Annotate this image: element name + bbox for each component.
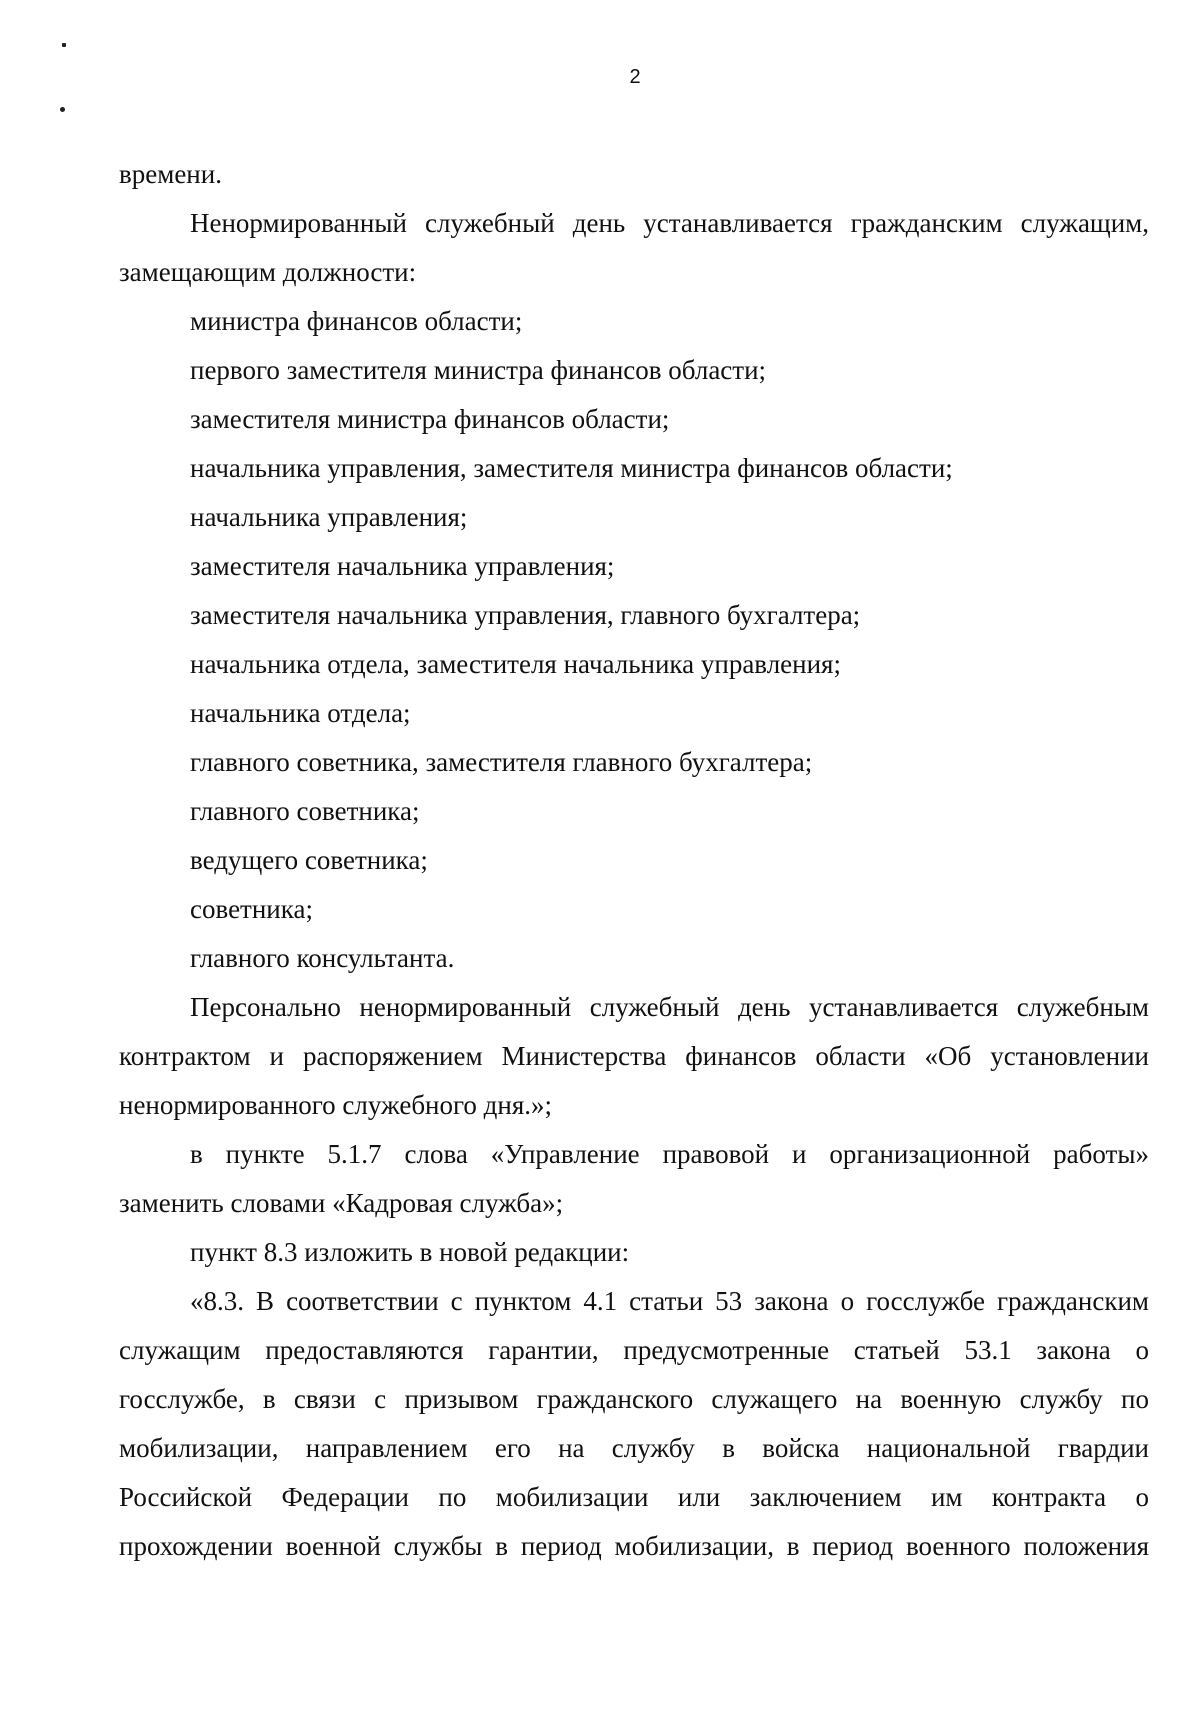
list-item: заместителя начальника управления, главного бухгалтера; xyxy=(190,600,861,630)
text-line: Ненормированный служебный день устанавливается гражданским служащим, xyxy=(190,208,1149,238)
list-item: начальника управления, заместителя министра финансов области; xyxy=(190,453,953,483)
text-line: служащим предоставляются гарантии, предусмотренные статьей 53.1 закона о xyxy=(119,1335,1149,1365)
text-line: Персонально ненормированный служебный день устанавливается служебным xyxy=(190,992,1149,1022)
scan-artifact-dot xyxy=(62,43,66,47)
text-line: «8.3. В соответствии с пунктом 4.1 статьи 53 закона о госслужбе гражданским xyxy=(190,1286,1149,1316)
text-line: прохождении военной службы в период мобилизации, в период военного положения xyxy=(119,1531,1149,1561)
text-line: госслужбе, в связи с призывом гражданского служащего на военную службу по xyxy=(119,1384,1149,1414)
text-line: в пункте 5.1.7 слова «Управление правовой и организационной работы» xyxy=(190,1139,1149,1169)
list-item: советника; xyxy=(190,894,313,924)
scan-artifact-dot xyxy=(60,107,65,112)
list-item: министра финансов области; xyxy=(190,306,523,336)
text-line: пункт 8.3 изложить в новой редакции: xyxy=(190,1237,630,1267)
list-item: главного советника; xyxy=(190,796,420,826)
list-item: главного консультанта. xyxy=(190,943,455,973)
text-line: замещающим должности: xyxy=(119,257,417,287)
text-line: контрактом и распоряжением Министерства финансов области «Об установлении xyxy=(119,1041,1149,1071)
list-item: начальника управления; xyxy=(190,502,468,532)
page-number: 2 xyxy=(629,66,641,88)
list-item: заместителя начальника управления; xyxy=(190,551,615,581)
list-item: заместителя министра финансов области; xyxy=(190,404,670,434)
text-line: времени. xyxy=(119,159,222,189)
list-item: главного советника, заместителя главного бухгалтера; xyxy=(190,747,813,777)
list-item: ведущего советника; xyxy=(190,845,428,875)
list-item: первого заместителя министра финансов области; xyxy=(190,355,767,385)
list-item: начальника отдела, заместителя начальника управления; xyxy=(190,649,841,679)
text-line: мобилизации, направлением его на службу в войска национальной гвардии xyxy=(119,1433,1149,1463)
document-body xyxy=(119,150,1149,1571)
text-line: ненормированного служебного дня.»; xyxy=(119,1090,553,1120)
list-item: начальника отдела; xyxy=(190,698,411,728)
text-line: заменить словами «Кадровая служба»; xyxy=(119,1188,564,1218)
text-line: Российской Федерации по мобилизации или заключением им контракта о xyxy=(119,1482,1149,1512)
